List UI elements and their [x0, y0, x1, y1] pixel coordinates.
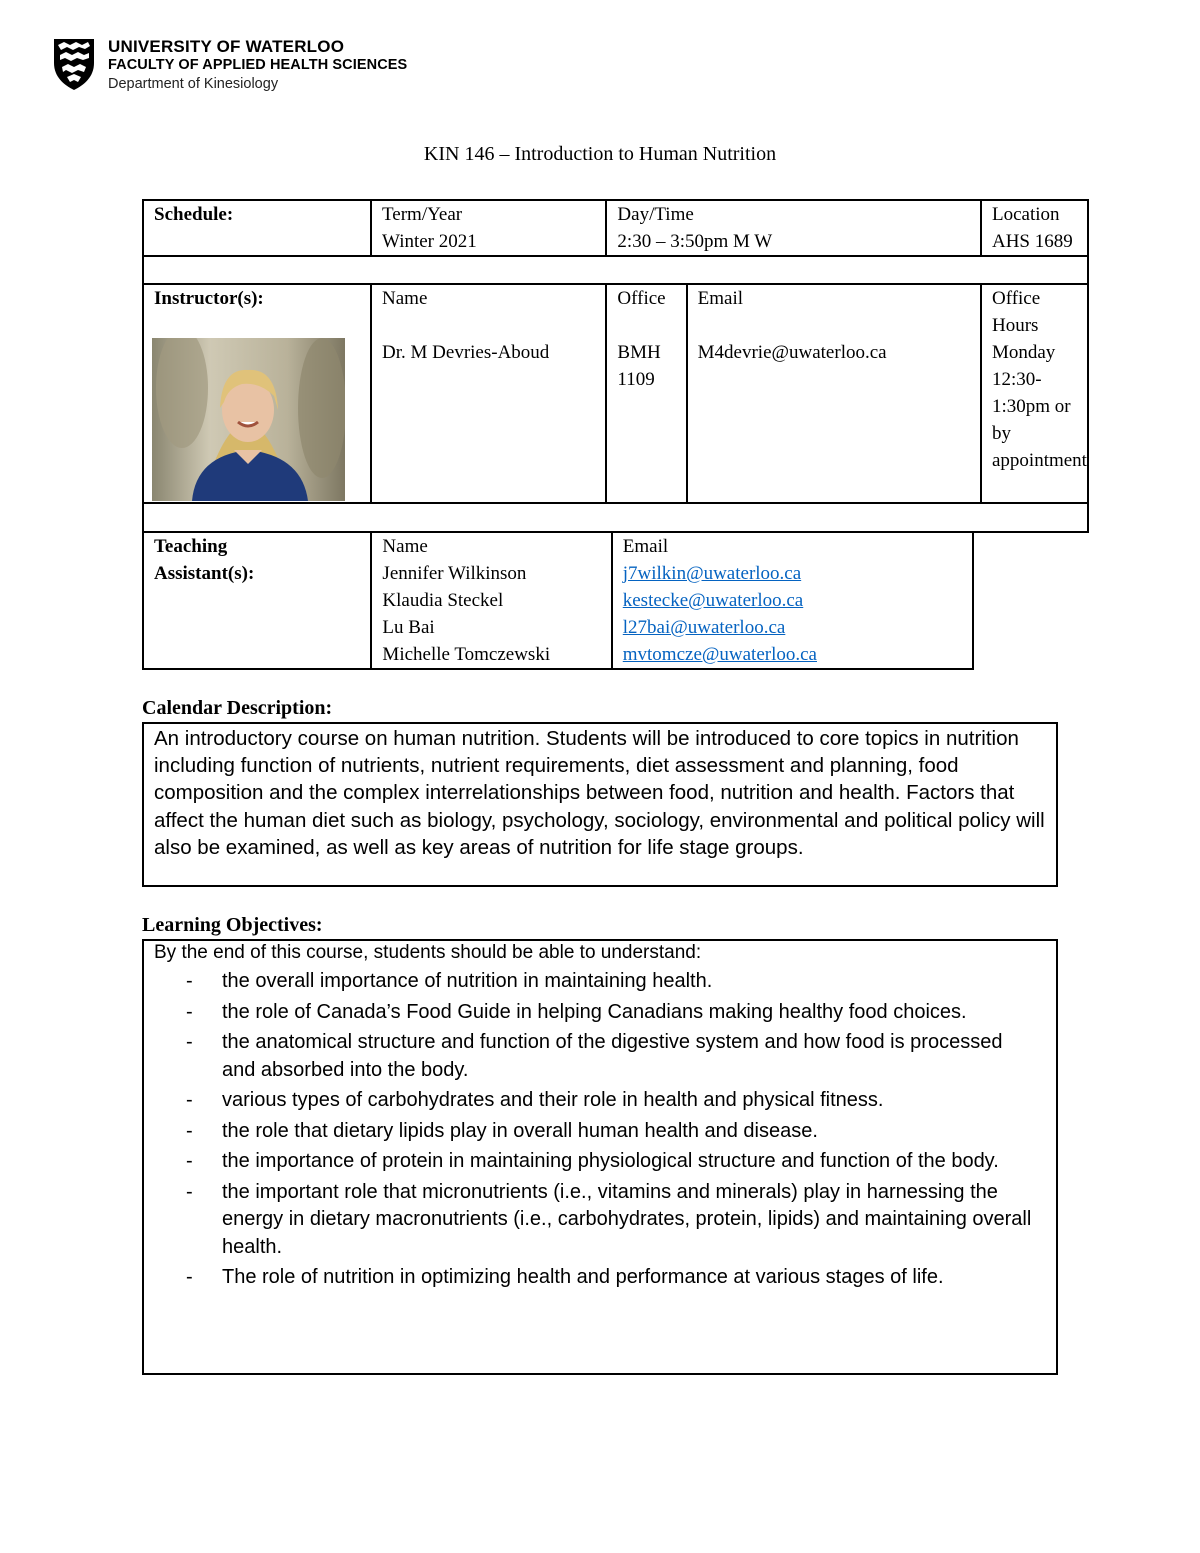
objective-item: - the overall importance of nutrition in maintaining health.	[154, 968, 1046, 996]
objective-text: the anatomical structure and function of the digestive system and how food is processed and absorbed into the body.	[222, 1031, 1003, 1081]
ta-email-link[interactable]: kestecke@uwaterloo.ca	[622, 590, 804, 611]
term-header: Term/Year	[382, 204, 463, 225]
instructor-label-cell	[143, 284, 371, 503]
ta-emails-cell	[612, 532, 973, 669]
ta-label-line: Teaching	[154, 536, 228, 557]
learning-objectives-heading: Learning Objectives:	[142, 914, 323, 936]
ta-label-line: Assistant(s):	[154, 563, 255, 584]
spacer-row	[143, 256, 1088, 284]
instructor-email-header: Email	[697, 288, 744, 309]
term-cell	[371, 200, 606, 256]
objective-item: - the important role that micronutrients (i.e., vitamins and minerals) play in harnessing the energy in dietary macronutrients (i.e., carbohydrates, protein, lipids) and maintaining overall health.	[154, 1179, 1046, 1262]
office-hours-line: Monday	[991, 342, 1056, 363]
office-hours-line: Hours	[991, 315, 1039, 336]
ta-email-header: Email	[622, 536, 669, 557]
ta-name: Michelle Tomczewski	[382, 644, 551, 665]
teaching-assistants-table	[142, 531, 974, 670]
daytime-cell	[606, 200, 981, 256]
daytime-value: 2:30 – 3:50pm M W	[617, 231, 773, 252]
objective-text: the important role that micronutrients (i.e., vitamins and minerals) play in harnessing the energy in dietary macronutrients (i.e., carbohydrates, protein, lipids) and maintaining overall health.	[222, 1180, 1032, 1258]
office-hours-line: 1:30pm or	[991, 396, 1071, 417]
ta-row	[143, 532, 973, 669]
faculty-name: FACULTY OF APPLIED HEALTH SCIENCES	[108, 57, 408, 73]
instructor-office-cell	[606, 284, 686, 503]
objective-text: the importance of protein in maintaining physiological structure and function of the body.	[222, 1150, 999, 1172]
office-hours-line: appointment	[991, 450, 1087, 471]
term-value: Winter 2021	[382, 231, 477, 252]
location-header: Location	[991, 204, 1060, 225]
instructor-row	[143, 284, 1088, 503]
objective-text: the overall importance of nutrition in maintaining health.	[222, 970, 713, 992]
schedule-label: Schedule:	[143, 200, 371, 256]
instructor-name-cell	[371, 284, 606, 503]
location-cell	[981, 200, 1088, 256]
ta-email-link[interactable]: l27bai@uwaterloo.ca	[622, 617, 786, 638]
objective-text: various types of carbohydrates and their role in health and physical fitness.	[222, 1089, 884, 1111]
ta-label-cell	[143, 532, 371, 669]
instructor-name-header: Name	[382, 288, 428, 309]
objective-item: - various types of carbohydrates and their role in health and physical fitness.	[154, 1087, 1046, 1115]
instructor-email[interactable]: M4devrie@uwaterloo.ca	[697, 342, 887, 363]
objective-text: The role of nutrition in optimizing health and performance at various stages of life.	[222, 1266, 944, 1288]
office-hours-line: 12:30-	[991, 369, 1042, 390]
instructor-photo	[152, 338, 345, 501]
calendar-description-text: An introductory course on human nutrition. Students will be introduced to core topics in nutrition including function of nutrients, nutrient requirements, diet assessment and planning, food composition and the complex interrelationships between food, nutrition and health. Factors that affect the human diet such as biology, psychology, sociology, environmental and political policy will also be examined, as well as key areas of nutrition for life stage groups.	[154, 727, 1045, 859]
schedule-row	[143, 200, 1088, 256]
instructor-name: Dr. M Devries-Aboud	[382, 342, 550, 363]
objectives-intro: By the end of this course, students should be able to understand:	[154, 942, 702, 963]
ta-email-link[interactable]: mvtomcze@uwaterloo.ca	[622, 644, 817, 665]
instructor-office-header: Office	[617, 288, 666, 309]
instructor-email-cell	[687, 284, 981, 503]
objective-text: the role that dietary lipids play in overall human health and disease.	[222, 1119, 818, 1142]
learning-objectives-box	[142, 939, 1058, 1375]
objective-item: - the anatomical structure and function of the digestive system and how food is processed and absorbed into the body.	[154, 1029, 1046, 1084]
ta-name: Klaudia Steckel	[382, 590, 504, 611]
spacer-row	[143, 503, 1088, 532]
ta-name-header: Name	[382, 536, 428, 557]
objective-item: - the importance of protein in maintaining physiological structure and function of the body.	[154, 1148, 1046, 1176]
ta-email-link[interactable]: j7wilkin@uwaterloo.ca	[622, 563, 802, 584]
objective-item: - the role of Canada’s Food Guide in helping Canadians making healthy food choices.	[154, 999, 1046, 1027]
schedule-instructor-table	[142, 199, 1089, 533]
daytime-header: Day/Time	[617, 204, 694, 225]
objective-text: the role of Canada’s Food Guide in helping Canadians making healthy food choices.	[222, 1000, 967, 1023]
calendar-description-heading: Calendar Description:	[142, 697, 333, 719]
objective-item: - The role of nutrition in optimizing health and performance at various stages of life.	[154, 1264, 1046, 1292]
instructor-office-building: BMH	[617, 342, 661, 363]
office-hours-line: Office	[991, 288, 1041, 309]
calendar-description-box	[142, 722, 1058, 887]
instructor-office-room: 1109	[617, 369, 655, 390]
instructor-label: Instructor(s):	[154, 288, 264, 309]
location-value: AHS 1689	[991, 231, 1073, 252]
university-crest-icon	[52, 37, 96, 91]
department-name: Department of Kinesiology	[108, 76, 279, 92]
ta-names-cell	[371, 532, 611, 669]
office-hours-cell	[981, 284, 1088, 503]
ta-name: Jennifer Wilkinson	[382, 563, 527, 584]
university-name: UNIVERSITY OF WATERLOO	[108, 37, 345, 56]
course-title: KIN 146 – Introduction to Human Nutrition	[423, 143, 777, 165]
office-hours-line: by	[991, 423, 1011, 444]
ta-name: Lu Bai	[382, 617, 435, 638]
objective-item: - the role that dietary lipids play in overall human health and disease.	[154, 1118, 1046, 1146]
